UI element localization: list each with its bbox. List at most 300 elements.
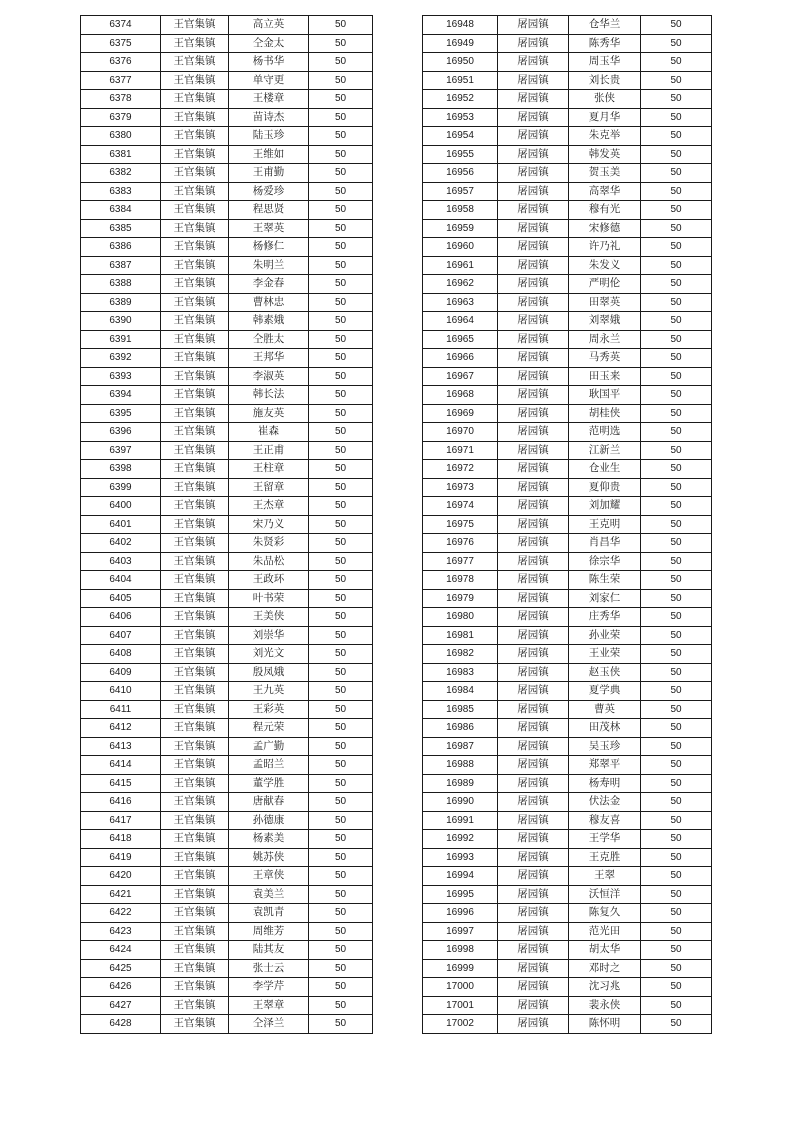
town-cell: 王官集镇 [161,885,229,904]
serial-number-cell: 6425 [81,959,161,978]
table-row [81,811,373,830]
serial-number-cell: 16957 [423,182,498,201]
name-cell: 田茂林 [569,719,641,738]
table-row [81,922,373,941]
serial-number-cell: 6380 [81,127,161,146]
serial-number-cell: 16955 [423,145,498,164]
table-row [81,201,373,220]
name-cell: 许乃礼 [569,238,641,257]
amount-cell: 50 [641,441,712,460]
name-cell: 姚苏侠 [229,848,309,867]
town-cell: 王官集镇 [161,552,229,571]
name-cell: 张士云 [229,959,309,978]
table-row [81,1015,373,1034]
serial-number-cell: 6416 [81,793,161,812]
table-row [81,737,373,756]
amount-cell: 50 [309,145,373,164]
serial-number-cell: 6379 [81,108,161,127]
amount-cell: 50 [309,756,373,775]
amount-cell: 50 [309,867,373,886]
serial-number-cell: 16959 [423,219,498,238]
table-row [423,34,712,53]
table-row [81,312,373,331]
amount-cell: 50 [641,848,712,867]
serial-number-cell: 16984 [423,682,498,701]
table-row [423,645,712,664]
serial-number-cell: 6406 [81,608,161,627]
town-cell: 屠园镇 [498,515,569,534]
table-row [81,293,373,312]
name-cell: 田翠英 [569,293,641,312]
name-cell: 伏法金 [569,793,641,812]
amount-cell: 50 [641,275,712,294]
name-cell: 江新兰 [569,441,641,460]
name-cell: 曹英 [569,700,641,719]
name-cell: 夏月华 [569,108,641,127]
amount-cell: 50 [309,682,373,701]
name-cell: 王彩英 [229,700,309,719]
name-cell: 陈秀华 [569,34,641,53]
amount-cell: 50 [309,959,373,978]
serial-number-cell: 16983 [423,663,498,682]
town-cell: 王官集镇 [161,978,229,997]
amount-cell: 50 [309,404,373,423]
name-cell: 王正甫 [229,441,309,460]
table-row [81,90,373,109]
serial-number-cell: 16968 [423,386,498,405]
amount-cell: 50 [641,478,712,497]
table-row [81,663,373,682]
amount-cell: 50 [641,90,712,109]
name-cell: 仝胜太 [229,330,309,349]
town-cell: 屠园镇 [498,16,569,35]
town-cell: 屠园镇 [498,349,569,368]
table-row [423,756,712,775]
table-row [423,423,712,442]
amount-cell: 50 [309,90,373,109]
amount-cell: 50 [641,885,712,904]
amount-cell: 50 [309,330,373,349]
serial-number-cell: 6389 [81,293,161,312]
serial-number-cell: 6376 [81,53,161,72]
table-row [81,164,373,183]
town-cell: 王官集镇 [161,589,229,608]
amount-cell: 50 [309,904,373,923]
town-cell: 屠园镇 [498,996,569,1015]
name-cell: 王翠章 [229,996,309,1015]
serial-number-cell: 16961 [423,256,498,275]
table-row [423,719,712,738]
serial-number-cell: 6415 [81,774,161,793]
table-row [423,145,712,164]
table-row [423,497,712,516]
town-cell: 屠园镇 [498,885,569,904]
serial-number-cell: 17002 [423,1015,498,1034]
town-cell: 屠园镇 [498,626,569,645]
name-cell: 仝泽兰 [229,1015,309,1034]
town-cell: 屠园镇 [498,978,569,997]
serial-number-cell: 16960 [423,238,498,257]
amount-cell: 50 [641,127,712,146]
name-cell: 夏仰贵 [569,478,641,497]
name-cell: 肖昌华 [569,534,641,553]
name-cell: 范光田 [569,922,641,941]
amount-cell: 50 [309,182,373,201]
serial-number-cell: 16985 [423,700,498,719]
name-cell: 朱贤彩 [229,534,309,553]
amount-cell: 50 [309,793,373,812]
name-cell: 裴永侠 [569,996,641,1015]
town-cell: 屠园镇 [498,275,569,294]
town-cell: 王官集镇 [161,608,229,627]
town-cell: 屠园镇 [498,145,569,164]
name-cell: 徐宗华 [569,552,641,571]
name-cell: 李淑英 [229,367,309,386]
name-cell: 王业荣 [569,645,641,664]
town-cell: 王官集镇 [161,386,229,405]
serial-number-cell: 16965 [423,330,498,349]
town-cell: 屠园镇 [498,404,569,423]
table-row [81,996,373,1015]
name-cell: 耿国平 [569,386,641,405]
town-cell: 王官集镇 [161,127,229,146]
amount-cell: 50 [309,16,373,35]
serial-number-cell: 6421 [81,885,161,904]
serial-number-cell: 6399 [81,478,161,497]
amount-cell: 50 [309,737,373,756]
amount-cell: 50 [309,34,373,53]
amount-cell: 50 [309,478,373,497]
name-cell: 仝金太 [229,34,309,53]
amount-cell: 50 [309,848,373,867]
serial-number-cell: 6401 [81,515,161,534]
roster-table-left [80,15,373,1034]
amount-cell: 50 [309,663,373,682]
town-cell: 王官集镇 [161,478,229,497]
amount-cell: 50 [309,256,373,275]
name-cell: 范明选 [569,423,641,442]
name-cell: 朱发义 [569,256,641,275]
amount-cell: 50 [641,404,712,423]
serial-number-cell: 16964 [423,312,498,331]
table-row [81,589,373,608]
town-cell: 王官集镇 [161,700,229,719]
roster-table-right [422,15,712,1034]
table-row [423,904,712,923]
town-cell: 屠园镇 [498,293,569,312]
name-cell: 王克胜 [569,848,641,867]
table-row [423,256,712,275]
name-cell: 王学华 [569,830,641,849]
serial-number-cell: 6413 [81,737,161,756]
amount-cell: 50 [641,959,712,978]
table-row [81,497,373,516]
serial-number-cell: 16982 [423,645,498,664]
name-cell: 杨爱珍 [229,182,309,201]
serial-number-cell: 16971 [423,441,498,460]
amount-cell: 50 [309,996,373,1015]
name-cell: 王维如 [229,145,309,164]
town-cell: 王官集镇 [161,1015,229,1034]
serial-number-cell: 16992 [423,830,498,849]
town-cell: 王官集镇 [161,774,229,793]
town-cell: 王官集镇 [161,90,229,109]
name-cell: 王章侠 [229,867,309,886]
amount-cell: 50 [309,441,373,460]
town-cell: 王官集镇 [161,848,229,867]
table-row [423,1015,712,1034]
table-row [81,53,373,72]
town-cell: 王官集镇 [161,349,229,368]
town-cell: 屠园镇 [498,423,569,442]
serial-number-cell: 6403 [81,552,161,571]
town-cell: 屠园镇 [498,811,569,830]
amount-cell: 50 [641,941,712,960]
table-row [423,552,712,571]
amount-cell: 50 [641,423,712,442]
serial-number-cell: 16981 [423,626,498,645]
town-cell: 王官集镇 [161,793,229,812]
name-cell: 贺玉美 [569,164,641,183]
town-cell: 王官集镇 [161,219,229,238]
table-row [423,608,712,627]
amount-cell: 50 [309,830,373,849]
serial-number-cell: 6405 [81,589,161,608]
table-row [81,145,373,164]
serial-number-cell: 16980 [423,608,498,627]
amount-cell: 50 [309,164,373,183]
table-row [423,737,712,756]
name-cell: 韩素娥 [229,312,309,331]
town-cell: 屠园镇 [498,774,569,793]
table-row [423,793,712,812]
name-cell: 王翠 [569,867,641,886]
town-cell: 王官集镇 [161,53,229,72]
amount-cell: 50 [309,108,373,127]
table-row [81,793,373,812]
table-row [423,978,712,997]
amount-cell: 50 [641,53,712,72]
town-cell: 王官集镇 [161,293,229,312]
name-cell: 单守更 [229,71,309,90]
serial-number-cell: 6385 [81,219,161,238]
serial-number-cell: 6428 [81,1015,161,1034]
table-row [423,663,712,682]
table-row [81,534,373,553]
town-cell: 屠园镇 [498,256,569,275]
town-cell: 屠园镇 [498,478,569,497]
amount-cell: 50 [641,71,712,90]
town-cell: 屠园镇 [498,201,569,220]
town-cell: 屠园镇 [498,219,569,238]
town-cell: 屠园镇 [498,534,569,553]
amount-cell: 50 [309,811,373,830]
serial-number-cell: 16990 [423,793,498,812]
amount-cell: 50 [641,515,712,534]
amount-cell: 50 [641,386,712,405]
amount-cell: 50 [309,534,373,553]
serial-number-cell: 6394 [81,386,161,405]
amount-cell: 50 [309,608,373,627]
serial-number-cell: 16949 [423,34,498,53]
table-row [81,830,373,849]
town-cell: 王官集镇 [161,904,229,923]
name-cell: 杨寿明 [569,774,641,793]
name-cell: 朱克举 [569,127,641,146]
town-cell: 屠园镇 [498,645,569,664]
town-cell: 王官集镇 [161,164,229,183]
town-cell: 王官集镇 [161,515,229,534]
table-row [423,571,712,590]
table-row [81,367,373,386]
town-cell: 屠园镇 [498,959,569,978]
name-cell: 高翠华 [569,182,641,201]
table-row [81,867,373,886]
amount-cell: 50 [309,71,373,90]
table-row [423,811,712,830]
serial-number-cell: 16997 [423,922,498,941]
amount-cell: 50 [641,145,712,164]
serial-number-cell: 16994 [423,867,498,886]
table-row [423,996,712,1015]
serial-number-cell: 16999 [423,959,498,978]
serial-number-cell: 16974 [423,497,498,516]
table-row [81,645,373,664]
table-row [81,700,373,719]
name-cell: 王翠英 [229,219,309,238]
town-cell: 王官集镇 [161,71,229,90]
amount-cell: 50 [641,293,712,312]
serial-number-cell: 16988 [423,756,498,775]
table-row [81,349,373,368]
town-cell: 王官集镇 [161,182,229,201]
town-cell: 王官集镇 [161,830,229,849]
amount-cell: 50 [641,312,712,331]
town-cell: 屠园镇 [498,182,569,201]
town-cell: 屠园镇 [498,127,569,146]
amount-cell: 50 [641,108,712,127]
name-cell: 刘加耀 [569,497,641,516]
name-cell: 张侠 [569,90,641,109]
serial-number-cell: 16956 [423,164,498,183]
amount-cell: 50 [641,571,712,590]
name-cell: 穆友喜 [569,811,641,830]
town-cell: 王官集镇 [161,867,229,886]
amount-cell: 50 [641,996,712,1015]
serial-number-cell: 16975 [423,515,498,534]
table-row [423,219,712,238]
name-cell: 陈怀明 [569,1015,641,1034]
amount-cell: 50 [309,1015,373,1034]
name-cell: 周维芳 [229,922,309,941]
serial-number-cell: 6381 [81,145,161,164]
name-cell: 王九英 [229,682,309,701]
amount-cell: 50 [641,256,712,275]
town-cell: 王官集镇 [161,34,229,53]
table-row [81,756,373,775]
amount-cell: 50 [309,774,373,793]
serial-number-cell: 16958 [423,201,498,220]
serial-number-cell: 6393 [81,367,161,386]
amount-cell: 50 [309,367,373,386]
name-cell: 王柱章 [229,460,309,479]
name-cell: 王美侠 [229,608,309,627]
town-cell: 王官集镇 [161,441,229,460]
name-cell: 王政环 [229,571,309,590]
table-row [81,515,373,534]
amount-cell: 50 [641,682,712,701]
serial-number-cell: 6382 [81,164,161,183]
serial-number-cell: 17001 [423,996,498,1015]
amount-cell: 50 [309,552,373,571]
table-row [81,941,373,960]
name-cell: 崔森 [229,423,309,442]
town-cell: 王官集镇 [161,534,229,553]
serial-number-cell: 16989 [423,774,498,793]
amount-cell: 50 [309,645,373,664]
serial-number-cell: 6404 [81,571,161,590]
town-cell: 屠园镇 [498,386,569,405]
table-row [423,959,712,978]
name-cell: 陆其友 [229,941,309,960]
name-cell: 孙业荣 [569,626,641,645]
table-row [423,293,712,312]
town-cell: 王官集镇 [161,645,229,664]
name-cell: 周玉华 [569,53,641,72]
table-row [81,552,373,571]
serial-number-cell: 16951 [423,71,498,90]
name-cell: 王楼章 [229,90,309,109]
amount-cell: 50 [641,589,712,608]
serial-number-cell: 6387 [81,256,161,275]
serial-number-cell: 16972 [423,460,498,479]
serial-number-cell: 16995 [423,885,498,904]
town-cell: 王官集镇 [161,16,229,35]
town-cell: 屠园镇 [498,90,569,109]
serial-number-cell: 6384 [81,201,161,220]
table-row [423,386,712,405]
name-cell: 韩发英 [569,145,641,164]
serial-number-cell: 6411 [81,700,161,719]
table-row [423,460,712,479]
table-row [81,608,373,627]
serial-number-cell: 16986 [423,719,498,738]
name-cell: 韩长法 [229,386,309,405]
town-cell: 屠园镇 [498,941,569,960]
amount-cell: 50 [641,219,712,238]
amount-cell: 50 [641,201,712,220]
amount-cell: 50 [641,626,712,645]
town-cell: 屠园镇 [498,330,569,349]
amount-cell: 50 [641,922,712,941]
serial-number-cell: 6391 [81,330,161,349]
serial-number-cell: 16998 [423,941,498,960]
serial-number-cell: 6398 [81,460,161,479]
serial-number-cell: 6419 [81,848,161,867]
name-cell: 王留章 [229,478,309,497]
town-cell: 屠园镇 [498,497,569,516]
table-row [81,71,373,90]
town-cell: 王官集镇 [161,238,229,257]
name-cell: 陈生荣 [569,571,641,590]
table-row [423,349,712,368]
town-cell: 屠园镇 [498,848,569,867]
name-cell: 穆有光 [569,201,641,220]
name-cell: 沃恒洋 [569,885,641,904]
town-cell: 王官集镇 [161,941,229,960]
table-row [423,867,712,886]
name-cell: 杨修仁 [229,238,309,257]
